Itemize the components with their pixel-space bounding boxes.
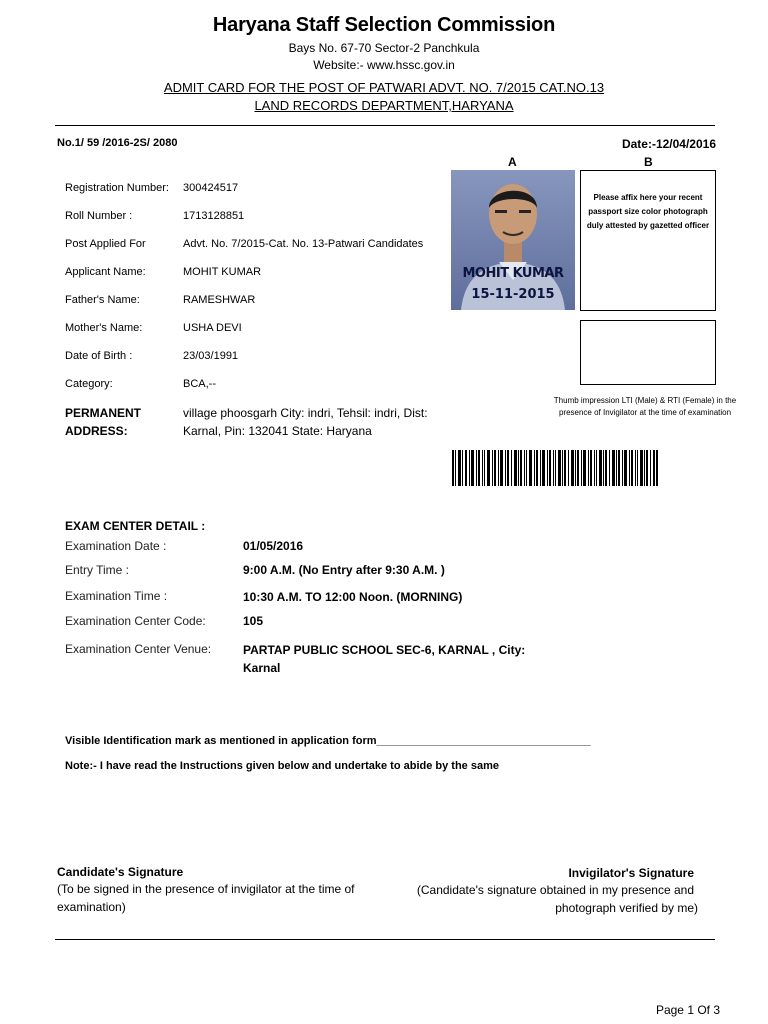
invigilator-signature-note-line2: photograph verified by me) [555, 901, 698, 915]
commission-address: Bays No. 67-70 Sector-2 Panchkula [288, 41, 480, 55]
entry-time-value: 9:00 A.M. (No Entry after 9:30 A.M. ) [243, 563, 445, 577]
column-b-label: B [644, 155, 653, 169]
exam-time-label: Examination Time : [65, 589, 168, 603]
admit-card-heading: ADMIT CARD FOR THE POST OF PATWARI ADVT. NO. 7/2015 CAT.NO.13 [163, 80, 605, 95]
registration-label: Registration Number: [65, 182, 169, 194]
center-code-value: 105 [243, 614, 264, 628]
post-value: Advt. No. 7/2015-Cat. No. 13-Patwari Candidates [183, 238, 424, 250]
exam-date-label: Examination Date : [65, 539, 167, 553]
candidate-signature-note-line1: (To be signed in the presence of invigilator at the time of [57, 882, 355, 896]
address-line1: village phoosgarh City: indri, Tehsil: indri, Dist: [183, 406, 428, 420]
mother-name-label: Mother's Name: [65, 322, 143, 334]
exam-time-value: 10:30 A.M. TO 12:00 Noon. (MORNING) [243, 590, 463, 604]
page-number: Page 1 Of 3 [655, 1003, 720, 1017]
exam-center-heading: EXAM CENTER DETAIL : [65, 519, 206, 533]
issue-date: Date:-12/04/2016 [621, 137, 716, 151]
footer-divider [55, 939, 715, 940]
entry-time-label: Entry Time : [65, 563, 130, 577]
dob-value: 23/03/1991 [183, 350, 239, 362]
commission-website: Website:- www.hssc.gov.in [313, 58, 455, 72]
photo-box-instruction: Please affix here your recent passport size color photograph duly attested by gazetted officer [586, 193, 710, 230]
address-line2: Karnal, Pin: 132041 State: Haryana [183, 424, 372, 438]
category-value: BCA,-- [183, 378, 216, 390]
registration-value: 300424517 [183, 182, 239, 194]
thumb-impression-note: Thumb impression LTI (Male) & RTI (Female) in the presence of Invigilator at the time of examination [553, 396, 737, 417]
invigilator-signature-note-line1: (Candidate's signature obtained in my presence and [416, 883, 694, 897]
applicant-name-value: MOHIT KUMAR [183, 266, 262, 278]
department-heading: LAND RECORDS DEPARTMENT,HARYANA [254, 98, 514, 113]
undertaking-note: Note:- I have read the Instructions given below and undertake to abide by the same [65, 760, 499, 772]
identification-mark-line: Visible Identification mark as mentioned in application form___________________________________ [65, 735, 591, 747]
address-label-line2: ADDRESS: [65, 424, 128, 438]
roll-label: Roll Number : [65, 210, 133, 222]
header-divider [55, 125, 715, 126]
applicant-name-label: Applicant Name: [65, 266, 146, 278]
dob-label: Date of Birth : [65, 350, 133, 362]
center-venue-label: Examination Center Venue: [65, 642, 212, 656]
center-venue-line2: Karnal [243, 661, 281, 675]
post-label: Post Applied For [65, 238, 146, 250]
thumb-impression-box [580, 320, 716, 385]
exam-date-value: 01/05/2016 [243, 539, 304, 553]
father-name-value: RAMESHWAR [183, 294, 256, 306]
mother-name-value: USHA DEVI [183, 322, 242, 334]
center-code-label: Examination Center Code: [65, 614, 206, 628]
column-a-label: A [508, 155, 517, 169]
roll-value: 1713128851 [183, 210, 245, 222]
father-name-label: Father's Name: [65, 294, 140, 306]
center-venue-line1: PARTAP PUBLIC SCHOOL SEC-6, KARNAL , City: [243, 643, 526, 657]
photo-caption-date: 15-11-2015 [471, 287, 555, 302]
attested-photo-box [580, 170, 716, 311]
reference-number: No.1/ 59 /2016-2S/ 2080 [57, 137, 178, 149]
invigilator-signature-title: Invigilator's Signature [568, 866, 694, 880]
candidate-signature-title: Candidate's Signature [57, 865, 184, 879]
category-label: Category: [65, 378, 113, 390]
commission-title: Haryana Staff Selection Commission [212, 14, 556, 36]
barcode-image [452, 450, 658, 486]
photo-caption-name: MOHIT KUMAR [462, 266, 564, 281]
address-label-line1: PERMANENT [65, 406, 142, 420]
candidate-signature-note-line2: examination) [57, 900, 126, 914]
candidate-photo [451, 170, 575, 310]
